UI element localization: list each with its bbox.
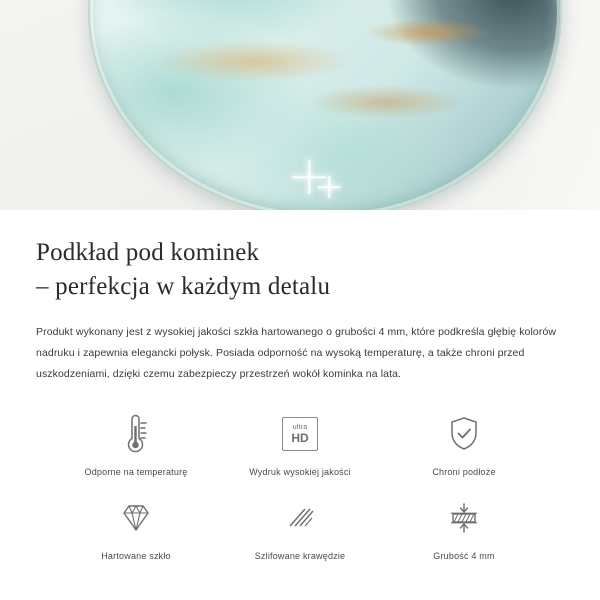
hero-image [0,0,600,210]
glass-plate-product-image [88,0,562,210]
feature-label: Grubość 4 mm [433,551,495,561]
feature-grid [36,411,564,561]
ultra-hd-badge-bottom: HD [291,431,309,445]
ultra-hd-badge-top: ultra [292,424,308,431]
feature-label: Chroni podłoże [432,467,496,477]
polished-edges-icon [280,495,320,541]
feature-label: Odporne na temperaturę [84,467,188,477]
diamond-icon [116,495,156,541]
ultra-hd-icon [282,411,318,457]
feature-label: Hartowane szkło [101,551,171,561]
feature-item-tempered-glass [54,495,218,561]
feature-item-temperature [54,411,218,477]
feature-item-thickness [382,495,546,561]
thickness-icon [444,495,484,541]
description-paragraph: Produkt wykonany jest z wysokiej jakości szkła hartowanego o grubości 4 mm, które podkreśla głębię kolorów nadruku i zapewnia elegancki połysk. Posiada odporność na wysoką temperaturę, a także chroni przed uszkodzeniami, dzięki czemu zabezpieczy przestrzeń wokół kominka na lata. [36,326,557,380]
thermometer-icon [116,411,156,457]
page-title [36,236,564,304]
shield-check-icon [444,411,484,457]
feature-label: Szlifowane krawędzie [254,551,346,561]
headline-line-1: Podkład pod kominek [36,239,260,266]
content-block [0,210,600,561]
headline-line-2: – perfekcja w każdym detalu [36,273,331,300]
feature-item-print-quality [218,411,382,477]
feature-item-surface-protection [382,411,546,477]
feature-label: Wydruk wysokiej jakości [249,467,351,477]
feature-item-polished-edges [218,495,382,561]
